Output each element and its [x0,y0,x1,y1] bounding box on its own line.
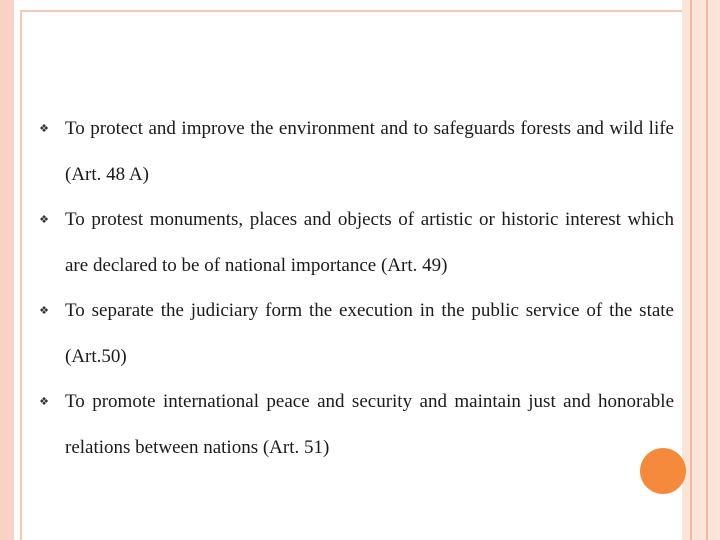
left-border-band [0,0,14,540]
diamond-bullet-icon: ❖ [39,213,49,226]
top-border-line [20,10,682,12]
list-item [34,197,674,288]
right-border-band [682,0,720,540]
list-item-text: To protect and improve the environment and to safeguards forests and wild life (Art. 48 A) [65,118,674,185]
list-item-text: To protest monuments, places and objects of artistic or historic interest which are declared to be of national importance (Art. 49) [65,209,674,276]
list-item [34,106,674,197]
right-border-line [706,0,708,540]
list-item-text: To promote international peace and security and maintain just and honorable relations between nations (Art. 51) [65,391,674,458]
bullet-list [34,106,674,470]
list-item [34,288,674,379]
diamond-bullet-icon: ❖ [39,122,49,135]
diamond-bullet-icon: ❖ [39,395,49,408]
left-border-line [20,10,22,540]
list-item [34,379,674,470]
diamond-bullet-icon: ❖ [39,304,49,317]
right-border-line [690,0,692,540]
list-item-text: To separate the judiciary form the execution in the public service of the state (Art.50) [65,300,674,367]
